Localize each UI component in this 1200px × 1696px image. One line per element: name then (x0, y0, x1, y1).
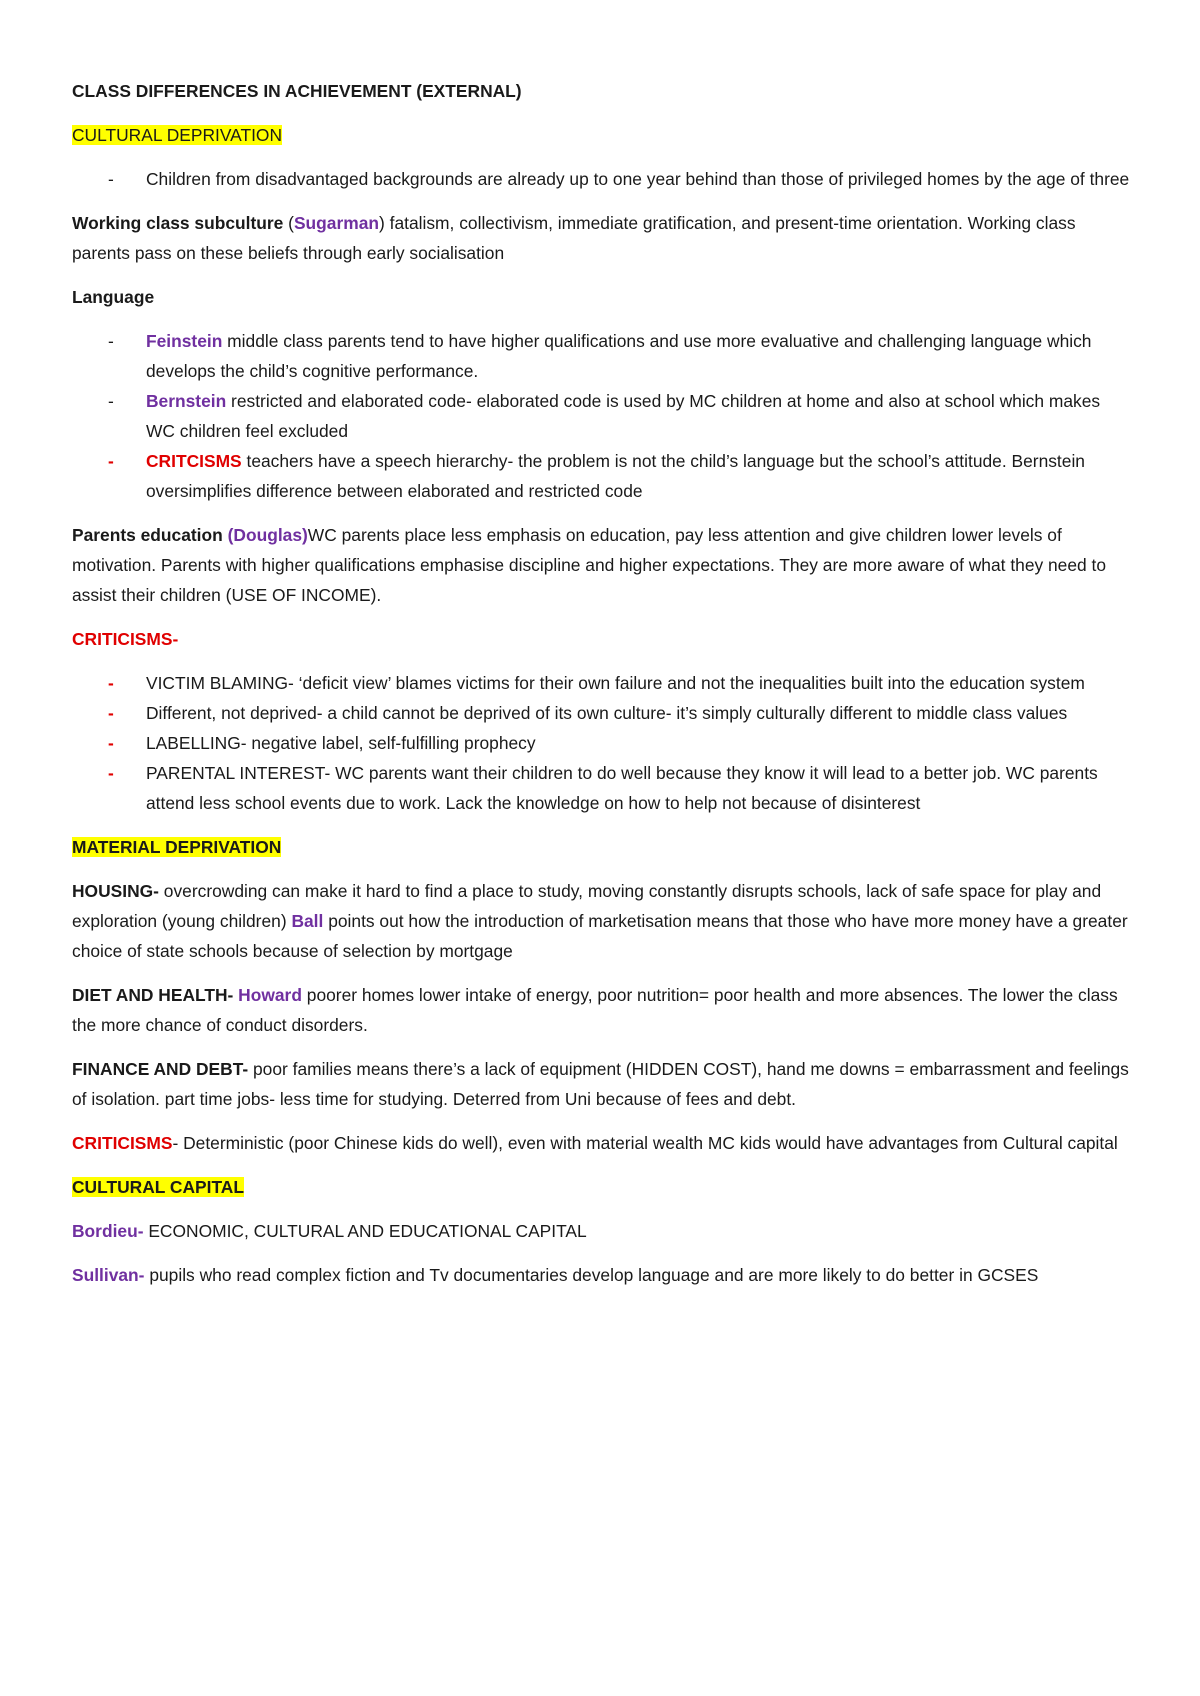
paragraph-text: fatalism, collectivism, immediate gratification, and present-time orientation. Working class parents pass on these beliefs through early socialisation (72, 213, 1076, 263)
term-label: FINANCE AND DEBT- (72, 1059, 249, 1079)
list-item-text: teachers have a speech hierarchy- the problem is not the child’s language but the school’s attitude. Bernstein oversimplifies difference between elaborated and restricted code (146, 451, 1085, 501)
list-item-text: middle class parents tend to have higher qualifications and use more evaluative and challenging language which develops the child’s cognitive performance. (146, 331, 1092, 381)
bullet-dash: - (108, 451, 114, 471)
bullet-list (72, 164, 1132, 194)
bullet-dash: - (108, 763, 114, 783)
highlighted-heading: CULTURAL DEPRIVATION (72, 125, 283, 145)
list-item (72, 386, 1132, 446)
paragraph-wc-subculture (72, 208, 1132, 268)
list-item (72, 668, 1132, 698)
highlighted-heading: MATERIAL DEPRIVATION (72, 837, 282, 857)
list-item-text: VICTIM BLAMING- ‘deficit view’ blames victims for their own failure and not the inequalities built into the education system (146, 673, 1085, 693)
term-label: HOUSING- (72, 881, 159, 901)
paragraph-text: points out how the introduction of marketisation means that those who have more money have a greater choice of state schools because of selection by mortgage (72, 911, 1128, 961)
list-item (72, 326, 1132, 386)
term-label: Parents education (72, 525, 223, 545)
list-item-text: Different, not deprived- a child cannot be deprived of its own culture- it’s simply culturally different to middle class values (146, 703, 1068, 723)
list-item-text: Children from disadvantaged backgrounds are already up to one year behind than those of privileged homes by the age of three (146, 169, 1130, 189)
language-list (72, 326, 1132, 506)
paragraph-text: poor families means there’s a lack of equipment (HIDDEN COST), hand me downs = embarrassment and feelings of isolation. part time jobs- less time for studying. Deterred from Uni because of fees and debt. (72, 1059, 1129, 1109)
section-heading-cultural-deprivation (72, 120, 1132, 150)
paragraph-parents-education (72, 520, 1132, 610)
criticisms-list (72, 668, 1132, 818)
bullet-dash: - (108, 703, 114, 723)
bullet-dash: - (108, 673, 114, 693)
paragraph-text: - Deterministic (poor Chinese kids do well), even with material wealth MC kids would have advantages from Cultural capital (172, 1133, 1118, 1153)
section-heading-material-deprivation (72, 832, 1132, 862)
sociologist-name: (Douglas) (222, 525, 308, 545)
sociologist-name: Sugarman (293, 213, 379, 233)
term-label: Working class subculture (72, 213, 284, 233)
term-label: DIET AND HEALTH- (72, 985, 234, 1005)
list-item (72, 446, 1132, 506)
list-item-text: LABELLING- negative label, self-fulfilling prophecy (146, 733, 536, 753)
list-item (72, 728, 1132, 758)
bullet-dash: - (108, 391, 114, 411)
sociologist-name: Ball (291, 911, 324, 931)
bullet-dash: - (108, 733, 114, 753)
list-item (72, 758, 1132, 818)
paragraph-bourdieu (72, 1216, 1132, 1246)
paragraph-text: pupils who read complex fiction and Tv documentaries develop language and are more likely to do better in GCSES (144, 1265, 1039, 1285)
highlighted-heading: CULTURAL CAPITAL (72, 1177, 244, 1197)
paragraph-text: ECONOMIC, CULTURAL AND EDUCATIONAL CAPITAL (143, 1221, 587, 1241)
paragraph-housing (72, 876, 1132, 966)
bullet-dash: - (108, 169, 114, 189)
section-heading-cultural-capital (72, 1172, 1132, 1202)
list-item (72, 698, 1132, 728)
criticism-label: CRITICISMS (72, 1133, 173, 1153)
bullet-dash: - (108, 331, 114, 351)
paragraph-text: poorer homes lower intake of energy, poor nutrition= poor health and more absences. The lower the class the more chance of conduct disorders. (72, 985, 1118, 1035)
sociologist-name: Feinstein (146, 331, 223, 351)
criticism-label: CRITCISMS (146, 451, 242, 471)
list-item-text: restricted and elaborated code- elaborated code is used by MC children at home and also at school which makes WC children feel excluded (146, 391, 1101, 441)
document-title: CLASS DIFFERENCES IN ACHIEVEMENT (EXTERNAL) (72, 81, 522, 101)
document-body (72, 76, 1132, 1290)
list-item-text: PARENTAL INTEREST- WC parents want their children to do well because they know it will lead to a better job. WC parents attend less school events due to work. Lack the knowledge on how to help not because of disinterest (146, 763, 1098, 813)
sociologist-name: Bernstein (146, 391, 227, 411)
sociologist-name: Howard (233, 985, 302, 1005)
list-item (72, 164, 1132, 194)
language-heading: Language (72, 287, 155, 307)
paragraph-finance-debt (72, 1054, 1132, 1114)
sociologist-name: Bordieu- (72, 1221, 144, 1241)
paragraph-sullivan (72, 1260, 1132, 1290)
sociologist-name: Sullivan- (72, 1265, 145, 1285)
paren-close: ) (379, 213, 385, 233)
paragraph-text: WC parents place less emphasis on education, pay less attention and give children lower levels of motivation. Parents with higher qualifications emphasise discipline and higher expectations. They are more aware of what they need to assist their children (USE OF INCOME). (72, 525, 1107, 605)
paragraph-material-criticisms (72, 1128, 1132, 1158)
paragraph-text: overcrowding can make it hard to find a place to study, moving constantly disrupts schools, lack of safe space for play and exploration (young children) (72, 881, 1102, 931)
criticisms-heading: CRITICISMS- (72, 629, 179, 649)
paragraph-diet-health (72, 980, 1132, 1040)
paren-open: ( (283, 213, 294, 233)
